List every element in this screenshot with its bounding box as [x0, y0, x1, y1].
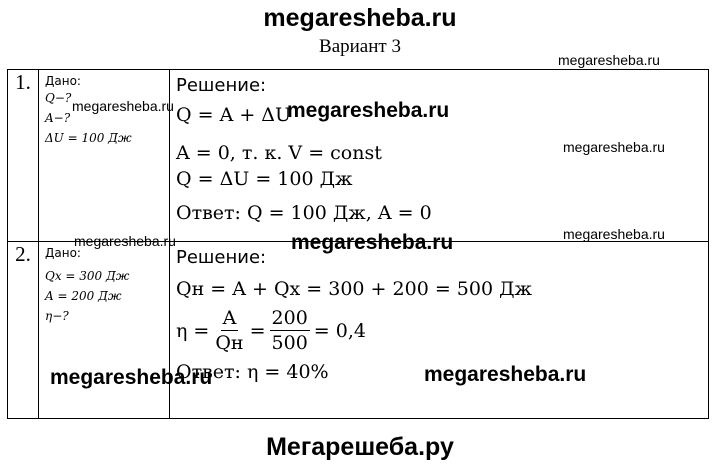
given-line: A = 200 Дж — [45, 289, 122, 303]
watermark: megaresheba.ru — [287, 99, 450, 122]
watermark: megaresheba.ru — [558, 52, 660, 68]
given-cell — [39, 242, 170, 419]
fraction — [213, 306, 245, 355]
watermark: megaresheba.ru — [72, 98, 174, 114]
problem-number: 2. — [8, 242, 39, 419]
given-line: ΔU = 100 Дж — [45, 131, 132, 145]
equation-line: Qн = A + Qх = 300 + 200 = 500 Дж — [176, 278, 533, 300]
watermark: megaresheba.ru — [291, 231, 454, 254]
problem-row-1 — [8, 70, 709, 242]
eq-lhs: η = — [176, 319, 210, 342]
given-cell — [39, 70, 170, 242]
given-title: Дано: — [45, 74, 81, 88]
watermark: megaresheba.ru — [563, 226, 665, 242]
problem-number: 1. — [8, 70, 39, 242]
solution-title: Решение: — [176, 247, 267, 268]
answer-line: Ответ: Q = 100 Дж, A = 0 — [176, 202, 432, 224]
fraction-denominator: 500 — [271, 332, 308, 354]
fraction-numerator: A — [222, 307, 237, 329]
given-line: η−? — [45, 309, 69, 323]
watermark: megaresheba.ru — [424, 363, 587, 386]
footer-brand: Мегарешеба.ру — [266, 433, 454, 461]
solution-title: Решение: — [176, 75, 267, 96]
solution-cell — [170, 70, 709, 242]
given-title: Дано: — [45, 246, 81, 260]
given-line: A−? — [45, 111, 71, 125]
site-title: megaresheba.ru — [263, 4, 457, 32]
equation-line: A = 0, т. к. V = const — [176, 142, 382, 164]
eq-rhs: = 0,4 — [313, 319, 366, 342]
watermark: megaresheba.ru — [563, 139, 665, 155]
variant-title: Вариант 3 — [319, 36, 401, 57]
solution-cell — [170, 242, 709, 419]
given-line: Q−? — [45, 91, 72, 105]
fraction-denominator: Qн — [215, 332, 244, 354]
efficiency-equation — [176, 306, 708, 355]
eq-equals: = — [249, 319, 266, 342]
watermark: megaresheba.ru — [74, 233, 176, 249]
problem-row-2 — [8, 242, 709, 419]
given-line: Qх = 300 Дж — [45, 269, 130, 283]
equation-line: Q = A + ΔU — [176, 104, 292, 126]
watermark: megaresheba.ru — [50, 366, 213, 389]
answer-line: Ответ: η = 40% — [176, 361, 329, 383]
fraction-numerator: 200 — [271, 307, 308, 329]
fraction — [270, 306, 310, 355]
equation-line: Q = ΔU = 100 Дж — [176, 168, 353, 190]
